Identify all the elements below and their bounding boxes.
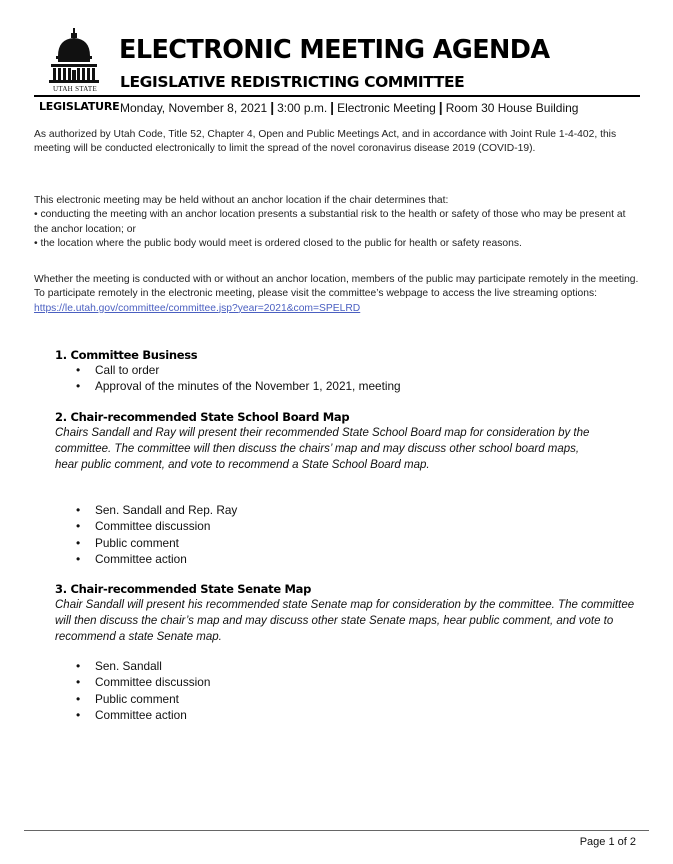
header-rule: [34, 95, 640, 97]
meeting-time: 3:00 p.m.: [277, 101, 328, 115]
list-item: • Committee action: [76, 707, 210, 723]
separator: |: [330, 99, 335, 115]
meeting-location: Room 30 House Building: [445, 101, 579, 115]
meeting-type: Electronic Meeting: [337, 101, 436, 115]
list-item: • Sen. Sandall: [76, 658, 210, 674]
meeting-info: [120, 99, 578, 115]
list-item: • Committee discussion: [76, 674, 210, 690]
committee-name: LEGISLATIVE REDISTRICTING COMMITTEE: [120, 73, 465, 91]
agenda-section-1: [55, 347, 645, 363]
section-heading: 3. Chair-recommended State Senate Map: [55, 582, 312, 596]
agenda-section-3: [55, 581, 645, 645]
section-description: Chair Sandall will present his recommended state Senate map for consideration by the committee. The committee will then discuss the chair’s map and may discuss other state Senate maps, hear public comment, and vote to recommend a state Senate map.: [55, 599, 635, 643]
section-2-items: [76, 502, 237, 568]
anchor-location-paragraph: [34, 194, 639, 252]
section-description: Chairs Sandall and Ray will present their recommended State School Board map for consideration by the committee. The committee will then discuss the chairs’ map and may discuss other school board maps, hear public comment, and vote to recommend a State School Board map.: [55, 427, 590, 471]
capitol-dome-icon: [48, 28, 100, 90]
committee-webpage-link[interactable]: https://le.utah.gov/committee/committee.jsp?year=2021&com=SPELRD: [34, 302, 361, 314]
separator: |: [270, 99, 275, 115]
list-item: • Sen. Sandall and Rep. Ray: [76, 502, 237, 518]
list-item: • Public comment: [76, 691, 210, 707]
list-item: • Approval of the minutes of the November 1, 2021, meeting: [76, 378, 401, 394]
anchor-lead: This electronic meeting may be held without an anchor location if the chair determines that:: [34, 195, 449, 206]
section-3-items: [76, 658, 210, 724]
participation-text: Whether the meeting is conducted with or without an anchor location, members of the public may participate remotely in the meeting. To participate remotely in the electronic meeting, please visit the committee’s webpage to access the live streaming options:: [34, 274, 639, 300]
authorization-paragraph: As authorized by Utah Code, Title 52, Chapter 4, Open and Public Meetings Act, and in accordance with Joint Rule 1-4-402, this meeting will be conducted electronically to limit the spread of the novel coronavirus disease 2019 (COVID-19).: [34, 129, 617, 155]
logo-text: UTAH STATE: [52, 85, 98, 93]
legislature-label: LEGISLATURE: [39, 100, 120, 113]
list-item: • Committee action: [76, 551, 237, 567]
page-number: Page 1 of 2: [579, 836, 636, 848]
agenda-section-2: [55, 409, 645, 473]
section-1-items: [76, 362, 401, 395]
page-header: [34, 28, 640, 114]
list-item: • Call to order: [76, 362, 401, 378]
separator: |: [438, 99, 443, 115]
anchor-condition-2: • the location where the public body would meet is ordered closed to the public for health or safety reasons.: [34, 238, 522, 250]
page-title: ELECTRONIC MEETING AGENDA: [119, 35, 550, 65]
anchor-condition-1: • conducting the meeting with an anchor location presents a substantial risk to the health or safety of those who may be present at the anchor location; or: [34, 209, 626, 235]
list-item: • Public comment: [76, 535, 237, 551]
list-item: • Committee discussion: [76, 518, 237, 534]
meeting-date: Monday, November 8, 2021: [120, 101, 268, 115]
participation-paragraph: [34, 273, 639, 316]
footer-rule: [24, 830, 649, 831]
section-heading: 1. Committee Business: [55, 348, 198, 362]
section-heading: 2. Chair-recommended State School Board Map: [55, 410, 350, 424]
